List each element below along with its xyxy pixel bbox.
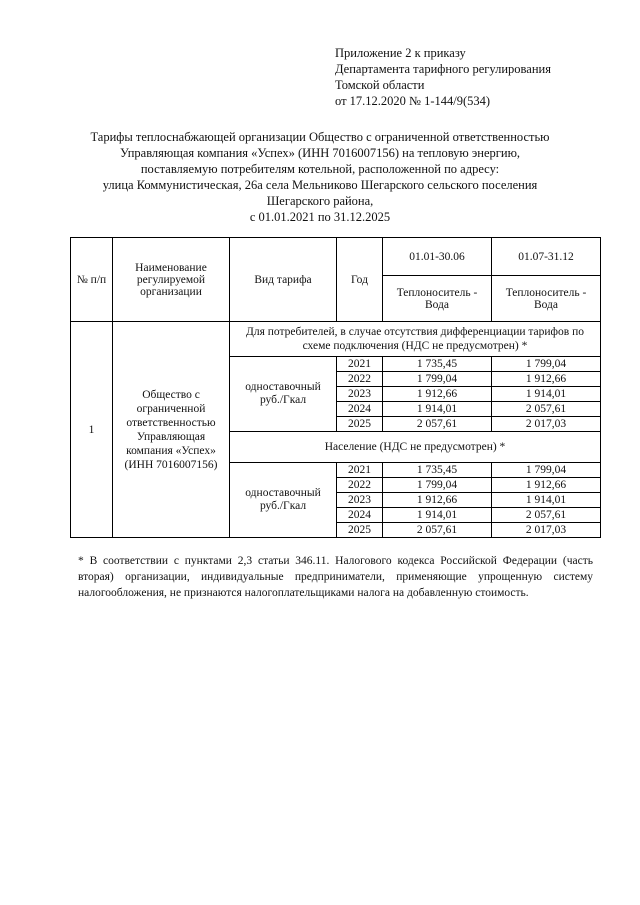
value-cell: 1 799,04: [383, 372, 492, 387]
header-medium-1: Теплоноситель - Вода: [383, 276, 492, 322]
year-cell: 2021: [337, 357, 383, 372]
annex-line: Приложение 2 к приказу: [335, 46, 466, 60]
header-period-1: 01.01-30.06: [383, 238, 492, 276]
annex-line: от 17.12.2020 № 1-144/9(534): [335, 94, 491, 108]
header-year: Год: [337, 238, 383, 322]
annex-block: [335, 45, 551, 109]
document-title: [40, 129, 600, 225]
year-cell: 2025: [337, 523, 383, 538]
year-cell: 2023: [337, 493, 383, 508]
header-row: [71, 238, 601, 276]
header-medium-2: Теплоноситель - Вода: [492, 276, 601, 322]
row-number: 1: [71, 322, 113, 538]
year-cell: 2022: [337, 372, 383, 387]
value-cell: 1 914,01: [383, 508, 492, 523]
value-cell: 2 057,61: [492, 402, 601, 417]
value-cell: 2 017,03: [492, 417, 601, 432]
year-cell: 2024: [337, 402, 383, 417]
header-period-2: 01.07-31.12: [492, 238, 601, 276]
value-cell: 1 799,04: [492, 463, 601, 478]
title-line: с 01.01.2021 по 31.12.2025: [249, 210, 391, 224]
title-line: поставляемую потребителям котельной, расположенной по адресу:: [140, 162, 500, 176]
value-cell: 1 799,04: [492, 357, 601, 372]
value-cell: 1 912,66: [492, 372, 601, 387]
value-cell: 2 057,61: [383, 523, 492, 538]
section-caption-row: [71, 322, 601, 357]
annex-line: Департамента тарифного регулирования: [335, 62, 551, 76]
annex-line: Томской области: [335, 78, 425, 92]
tariff-type-cell: одноставочный руб./Гкал: [230, 357, 337, 432]
year-cell: 2022: [337, 478, 383, 493]
value-cell: 1 912,66: [492, 478, 601, 493]
title-line: Шегарского района,: [266, 194, 374, 208]
year-cell: 2023: [337, 387, 383, 402]
header-tariff-type: Вид тарифа: [230, 238, 337, 322]
tariff-table: [70, 237, 601, 538]
section-caption: Население (НДС не предусмотрен) *: [230, 432, 601, 463]
value-cell: 2 057,61: [492, 508, 601, 523]
title-line: Управляющая компания «Успех» (ИНН 7016007156) на тепловую энергию,: [119, 146, 521, 160]
section-caption: Для потребителей, в случае отсутствия дифференциации тарифов по схеме подключения (НДС не предусмотрен) *: [230, 322, 601, 357]
value-cell: 1 912,66: [383, 387, 492, 402]
organization-name: Общество с ограниченной ответственностью Управляющая компания «Успех» (ИНН 7016007156): [113, 322, 230, 538]
header-num: № п/п: [71, 238, 113, 322]
value-cell: 1 914,01: [492, 493, 601, 508]
value-cell: 1 914,01: [492, 387, 601, 402]
year-cell: 2024: [337, 508, 383, 523]
value-cell: 1 735,45: [383, 357, 492, 372]
value-cell: 2 057,61: [383, 417, 492, 432]
value-cell: 2 017,03: [492, 523, 601, 538]
header-org: Наименование регулируемой организации: [113, 238, 230, 322]
value-cell: 1 799,04: [383, 478, 492, 493]
value-cell: 1 735,45: [383, 463, 492, 478]
year-cell: 2025: [337, 417, 383, 432]
value-cell: 1 914,01: [383, 402, 492, 417]
year-cell: 2021: [337, 463, 383, 478]
title-line: Тарифы теплоснабжающей организации Общество с ограниченной ответственностью: [90, 130, 550, 144]
title-line: улица Коммунистическая, 26а села Мельниково Шегарского сельского поселения: [102, 178, 538, 192]
tariff-type-cell: одноставочный руб./Гкал: [230, 463, 337, 538]
value-cell: 1 912,66: [383, 493, 492, 508]
footnote: * В соответствии с пунктами 2,3 статьи 346.11. Налогового кодекса Российской Федерации (часть вторая) организации, индивидуальные предприниматели, применяющие упрощенную систему налогообложения, не признаются налогоплательщиками налога на добавленную стоимость.: [78, 555, 593, 599]
